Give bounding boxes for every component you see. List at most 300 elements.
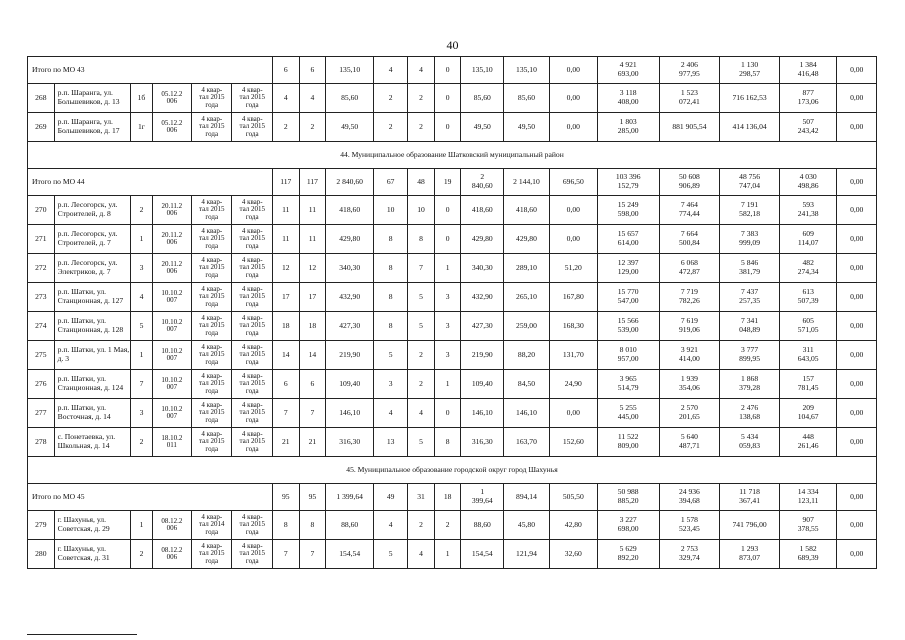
table-cell: 4 квар- тал 2015 года	[232, 428, 272, 457]
subtotal-cell: 1 399,64	[326, 484, 374, 511]
table-cell: 1б	[131, 84, 152, 113]
table-row	[28, 370, 877, 399]
table-cell: 907 378,55	[779, 511, 837, 540]
table-cell: 0,00	[837, 428, 877, 457]
subtotal-row	[28, 484, 877, 511]
table-cell: 1	[434, 370, 461, 399]
table-cell: 1	[131, 341, 152, 370]
table-cell: 418,60	[461, 196, 504, 225]
table-cell: 8 010 957,00	[597, 341, 659, 370]
table-cell: 3 227 698,00	[597, 511, 659, 540]
table-cell: 4 квар- тал 2015 года	[192, 113, 232, 142]
subtotal-cell: 135,10	[461, 57, 504, 84]
table-cell: 2	[408, 113, 435, 142]
table-cell: 259,00	[504, 312, 550, 341]
table-cell: 11	[272, 225, 299, 254]
table-cell: 49,50	[504, 113, 550, 142]
table-cell: 316,30	[326, 428, 374, 457]
table-cell: 289,10	[504, 254, 550, 283]
table-cell: 2	[131, 196, 152, 225]
table-cell: 163,70	[504, 428, 550, 457]
table-cell: 85,60	[326, 84, 374, 113]
table-cell: 109,40	[326, 370, 374, 399]
table-cell: 10.10.2 007	[152, 283, 191, 312]
subtotal-cell: 48 756 747,04	[720, 169, 780, 196]
table-cell: 877 173,06	[779, 84, 837, 113]
address-cell: р.п. Лесогорск, ул. Электриков, д. 7	[54, 254, 131, 283]
table-cell: 1 293 873,07	[720, 540, 780, 569]
subtotal-cell: 49	[374, 484, 408, 511]
address-cell: г. Шахунья, ул. Советская, д. 31	[54, 540, 131, 569]
table-cell: 84,50	[504, 370, 550, 399]
table-cell: 275	[28, 341, 55, 370]
table-cell: 0,00	[549, 225, 597, 254]
table-cell: 5	[408, 312, 435, 341]
table-cell: 429,80	[504, 225, 550, 254]
table-cell: 152,60	[549, 428, 597, 457]
table-cell: 1	[131, 511, 152, 540]
table-cell: 311 643,05	[779, 341, 837, 370]
section-header-row	[28, 142, 877, 169]
subtotal-label: Итого по МО 45	[28, 484, 273, 511]
table-cell: 146,10	[504, 399, 550, 428]
subtotal-cell: 11 718 367,41	[720, 484, 780, 511]
address-cell: р.п. Шаранга, ул. Большевиков, д. 13	[54, 84, 131, 113]
table-cell: 271	[28, 225, 55, 254]
table-cell: 219,90	[461, 341, 504, 370]
table-cell: 2 753 329,74	[659, 540, 720, 569]
table-cell: 4 квар- тал 2015 года	[232, 84, 272, 113]
table-row	[28, 312, 877, 341]
table-cell: 0,00	[837, 341, 877, 370]
table-cell: 10.10.2 007	[152, 370, 191, 399]
section-title: 45. Муниципальное образование городской округ город Шахунья	[28, 457, 877, 484]
subtotal-cell: 117	[272, 169, 299, 196]
table-cell: 3 965 514,79	[597, 370, 659, 399]
table-cell: 146,10	[461, 399, 504, 428]
table-cell: 0	[434, 113, 461, 142]
table-cell: 4	[374, 511, 408, 540]
subtotal-row	[28, 169, 877, 196]
table-cell: 4 квар- тал 2015 года	[232, 254, 272, 283]
subtotal-label: Итого по МО 44	[28, 169, 273, 196]
table-cell: 482 274,34	[779, 254, 837, 283]
table-cell: 3	[131, 399, 152, 428]
subtotal-cell: 2 406 977,95	[659, 57, 720, 84]
table-cell: 418,60	[504, 196, 550, 225]
table-cell: 3 777 899,95	[720, 341, 780, 370]
table-cell: 3	[131, 254, 152, 283]
subtotal-cell: 0,00	[837, 484, 877, 511]
table-cell: 7	[272, 399, 299, 428]
table-cell: 4 квар- тал 2015 года	[232, 196, 272, 225]
table-cell: 340,30	[326, 254, 374, 283]
subtotal-cell: 2 840,60	[326, 169, 374, 196]
table-cell: 274	[28, 312, 55, 341]
table-cell: 8	[408, 225, 435, 254]
table-cell: 4 квар- тал 2015 года	[192, 84, 232, 113]
table-cell: 15 657 614,00	[597, 225, 659, 254]
table-cell: 8	[272, 511, 299, 540]
table-cell: 3	[434, 341, 461, 370]
table-cell: 3	[434, 283, 461, 312]
table-cell: 20.11.2 006	[152, 254, 191, 283]
table-cell: 4 квар- тал 2015 года	[232, 312, 272, 341]
table-cell: 0	[434, 84, 461, 113]
table-cell: 2	[434, 511, 461, 540]
table-cell: 448 261,46	[779, 428, 837, 457]
table-cell: 6	[299, 370, 326, 399]
table-cell: 5 255 445,00	[597, 399, 659, 428]
table-cell: 17	[299, 283, 326, 312]
table-cell: 5	[374, 540, 408, 569]
table-row	[28, 511, 877, 540]
table-cell: 270	[28, 196, 55, 225]
subtotal-cell: 24 936 394,68	[659, 484, 720, 511]
table-cell: 21	[272, 428, 299, 457]
table-cell: 10.10.2 007	[152, 341, 191, 370]
subtotal-cell: 103 396 152,79	[597, 169, 659, 196]
table-cell: 5	[408, 283, 435, 312]
table-cell: 17	[272, 283, 299, 312]
table-cell: 11 522 809,00	[597, 428, 659, 457]
table-cell: 4	[299, 84, 326, 113]
table-cell: 12 397 129,00	[597, 254, 659, 283]
subtotal-cell: 31	[408, 484, 435, 511]
table-cell: 3 921 414,00	[659, 341, 720, 370]
table-cell: 593 241,38	[779, 196, 837, 225]
table-cell: 4	[131, 283, 152, 312]
subtotal-cell: 135,10	[504, 57, 550, 84]
address-cell: р.п. Лесогорск, ул. Строителей, д. 8	[54, 196, 131, 225]
table-cell: 0	[434, 225, 461, 254]
subtotal-cell: 1 384 416,48	[779, 57, 837, 84]
table-cell: 7 437 257,35	[720, 283, 780, 312]
table-cell: 7 464 774,44	[659, 196, 720, 225]
address-cell: р.п. Шатки, ул. Станционная, д. 124	[54, 370, 131, 399]
table-cell: 109,40	[461, 370, 504, 399]
table-cell: 427,30	[461, 312, 504, 341]
table-cell: 1	[434, 540, 461, 569]
table-row	[28, 254, 877, 283]
table-cell: 2 570 201,65	[659, 399, 720, 428]
table-cell: 15 566 539,00	[597, 312, 659, 341]
table-cell: 269	[28, 113, 55, 142]
table-cell: 4 квар- тал 2015 года	[192, 254, 232, 283]
table-cell: 8	[374, 254, 408, 283]
table-cell: 414 136,04	[720, 113, 780, 142]
address-cell: р.п. Шатки, ул. 1 Мая, д. 3	[54, 341, 131, 370]
table-cell: 1 939 354,06	[659, 370, 720, 399]
table-cell: 418,60	[326, 196, 374, 225]
table-cell: 2 476 138,68	[720, 399, 780, 428]
table-cell: 154,54	[461, 540, 504, 569]
table-cell: 0	[434, 399, 461, 428]
table-cell: 85,60	[504, 84, 550, 113]
table-cell: 2	[408, 84, 435, 113]
table-cell: 1 523 072,41	[659, 84, 720, 113]
table-cell: 4 квар- тал 2015 года	[232, 511, 272, 540]
table-cell: 15 770 547,00	[597, 283, 659, 312]
table-cell: 8	[374, 225, 408, 254]
table-cell: 10	[408, 196, 435, 225]
table-cell: 4 квар- тал 2015 года	[192, 341, 232, 370]
table-cell: 42,80	[549, 511, 597, 540]
table-cell: 4 квар- тал 2015 года	[192, 196, 232, 225]
table-row	[28, 225, 877, 254]
address-cell: р.п. Лесогорск, ул. Строителей, д. 7	[54, 225, 131, 254]
table-cell: 7 191 582,18	[720, 196, 780, 225]
table-cell: 146,10	[326, 399, 374, 428]
table-cell: 2	[408, 511, 435, 540]
address-cell: с. Понетаевка, ул. Школьная, д. 14	[54, 428, 131, 457]
subtotal-cell: 1 399,64	[461, 484, 504, 511]
table-cell: 4 квар- тал 2015 года	[232, 283, 272, 312]
subtotal-cell: 0,00	[549, 57, 597, 84]
subtotal-cell: 19	[434, 169, 461, 196]
table-cell: 88,20	[504, 341, 550, 370]
table-cell: 272	[28, 254, 55, 283]
table-cell: 4	[408, 399, 435, 428]
table-cell: 11	[299, 225, 326, 254]
table-cell: 2	[408, 341, 435, 370]
subtotal-cell: 48	[408, 169, 435, 196]
table-cell: 49,50	[461, 113, 504, 142]
address-cell: р.п. Шаранга, ул. Большевиков, д. 17	[54, 113, 131, 142]
table-cell: 5 629 892,20	[597, 540, 659, 569]
table-cell: 6	[272, 370, 299, 399]
table-cell: 1 578 523,45	[659, 511, 720, 540]
table-cell: 0,00	[549, 84, 597, 113]
subtotal-cell: 6	[299, 57, 326, 84]
table-cell: 1 803 285,00	[597, 113, 659, 142]
subtotal-cell: 1 130 298,57	[720, 57, 780, 84]
table-cell: 4 квар- тал 2015 года	[232, 225, 272, 254]
table-row	[28, 283, 877, 312]
table-cell: 0,00	[837, 370, 877, 399]
table-cell: 2	[131, 428, 152, 457]
table-cell: 85,60	[461, 84, 504, 113]
table-cell: 4 квар- тал 2014 года	[192, 511, 232, 540]
table-row	[28, 428, 877, 457]
table-cell: 8	[374, 283, 408, 312]
table-cell: 5 846 381,79	[720, 254, 780, 283]
table-cell: 24,90	[549, 370, 597, 399]
table-cell: 277	[28, 399, 55, 428]
subtotal-cell: 2 840,60	[461, 169, 504, 196]
subtotal-cell: 505,50	[549, 484, 597, 511]
table-cell: 209 104,67	[779, 399, 837, 428]
subtotal-cell: 0,00	[837, 57, 877, 84]
table-cell: 88,60	[326, 511, 374, 540]
table-row	[28, 341, 877, 370]
table-cell: 219,90	[326, 341, 374, 370]
subtotal-cell: 0	[434, 57, 461, 84]
table-cell: 0,00	[837, 196, 877, 225]
table-cell: 0,00	[549, 196, 597, 225]
table-cell: 1 868 379,28	[720, 370, 780, 399]
page-number: 40	[446, 38, 459, 52]
table-cell: 0,00	[837, 511, 877, 540]
table-cell: 12	[272, 254, 299, 283]
footnote-rule	[27, 634, 137, 635]
table-cell: 7 664 500,84	[659, 225, 720, 254]
subtotal-cell: 2 144,10	[504, 169, 550, 196]
subtotal-cell: 4 030 498,86	[779, 169, 837, 196]
table-cell: 10.10.2 007	[152, 399, 191, 428]
table-cell: 7 719 782,26	[659, 283, 720, 312]
table-row	[28, 113, 877, 142]
table-cell: 5 434 059,83	[720, 428, 780, 457]
table-cell: 2	[408, 370, 435, 399]
subtotal-label: Итого по МО 43	[28, 57, 273, 84]
table-cell: 4 квар- тал 2015 года	[232, 540, 272, 569]
table-cell: 1г	[131, 113, 152, 142]
table-cell: 609 114,07	[779, 225, 837, 254]
table-cell: 0,00	[837, 540, 877, 569]
subtotal-cell: 50 988 885,20	[597, 484, 659, 511]
table-cell: 13	[374, 428, 408, 457]
table-cell: 2	[299, 113, 326, 142]
table-cell: 18	[299, 312, 326, 341]
table-cell: 05.12.2 006	[152, 84, 191, 113]
address-cell: р.п. Шатки, ул. Станционная, д. 127	[54, 283, 131, 312]
table-cell: 7 619 919,06	[659, 312, 720, 341]
table-cell: 2	[131, 540, 152, 569]
table-cell: 05.12.2 006	[152, 113, 191, 142]
subtotal-cell: 95	[299, 484, 326, 511]
table-cell: 4 квар- тал 2015 года	[232, 399, 272, 428]
section-header-row	[28, 457, 877, 484]
table-cell: 4 квар- тал 2015 года	[192, 312, 232, 341]
subtotal-cell: 14 334 123,11	[779, 484, 837, 511]
table-cell: 0,00	[837, 312, 877, 341]
table-cell: 08.12.2 006	[152, 511, 191, 540]
table-cell: 7	[299, 399, 326, 428]
table-cell: 278	[28, 428, 55, 457]
table-cell: 340,30	[461, 254, 504, 283]
table-cell: 20.11.2 006	[152, 196, 191, 225]
table-cell: 14	[272, 341, 299, 370]
table-cell: 276	[28, 370, 55, 399]
table-cell: 18	[272, 312, 299, 341]
table-cell: 2	[374, 84, 408, 113]
table-cell: 741 796,00	[720, 511, 780, 540]
table-cell: 167,80	[549, 283, 597, 312]
subtotal-cell: 67	[374, 169, 408, 196]
table-cell: 4 квар- тал 2015 года	[232, 113, 272, 142]
subtotal-cell: 50 608 906,89	[659, 169, 720, 196]
table-cell: 605 571,05	[779, 312, 837, 341]
table-cell: 32,60	[549, 540, 597, 569]
table-cell: 7 383 999,09	[720, 225, 780, 254]
table-cell: 4	[272, 84, 299, 113]
table-cell: 7	[131, 370, 152, 399]
table-cell: 0,00	[837, 113, 877, 142]
table-cell: 8	[299, 511, 326, 540]
table-cell: 429,80	[461, 225, 504, 254]
subtotal-row	[28, 57, 877, 84]
subtotal-cell: 135,10	[326, 57, 374, 84]
table-cell: 716 162,53	[720, 84, 780, 113]
table-cell: 273	[28, 283, 55, 312]
table-cell: 0,00	[837, 254, 877, 283]
table-cell: 8	[434, 428, 461, 457]
table-cell: 0,00	[837, 399, 877, 428]
table-cell: 4 квар- тал 2015 года	[192, 540, 232, 569]
table-cell: 7	[299, 540, 326, 569]
address-cell: р.п. Шатки, ул. Восточная, д. 14	[54, 399, 131, 428]
table-cell: 0,00	[837, 84, 877, 113]
table-cell: 10	[374, 196, 408, 225]
housing-table	[27, 56, 877, 569]
table-cell: 4	[374, 399, 408, 428]
table-cell: 0,00	[837, 283, 877, 312]
table-cell: 08.12.2 006	[152, 540, 191, 569]
table-cell: 4	[408, 540, 435, 569]
table-cell: 3	[434, 312, 461, 341]
subtotal-cell: 6	[272, 57, 299, 84]
table-cell: 0,00	[837, 225, 877, 254]
table-cell: 432,90	[461, 283, 504, 312]
table-cell: 3 118 408,00	[597, 84, 659, 113]
table-cell: 4 квар- тал 2015 года	[192, 225, 232, 254]
address-cell: г. Шахунья, ул. Советская, д. 29	[54, 511, 131, 540]
table-cell: 0,00	[549, 399, 597, 428]
table-cell: 279	[28, 511, 55, 540]
table-row	[28, 196, 877, 225]
table-cell: 5	[374, 341, 408, 370]
table-cell: 507 243,42	[779, 113, 837, 142]
subtotal-cell: 4	[374, 57, 408, 84]
table-cell: 8	[374, 312, 408, 341]
table-cell: 3	[374, 370, 408, 399]
table-cell: 168,30	[549, 312, 597, 341]
table-cell: 5 640 487,71	[659, 428, 720, 457]
table-cell: 154,54	[326, 540, 374, 569]
table-cell: 613 507,39	[779, 283, 837, 312]
address-cell: р.п. Шатки, ул. Станционная, д. 128	[54, 312, 131, 341]
table-row	[28, 399, 877, 428]
table-cell: 1 582 689,39	[779, 540, 837, 569]
table-cell: 18.10.2 011	[152, 428, 191, 457]
table-cell: 265,10	[504, 283, 550, 312]
table-cell: 21	[299, 428, 326, 457]
table-cell: 432,90	[326, 283, 374, 312]
table-row	[28, 540, 877, 569]
table-cell: 1	[131, 225, 152, 254]
table-cell: 14	[299, 341, 326, 370]
table-cell: 20.11.2 006	[152, 225, 191, 254]
table-cell: 5	[408, 428, 435, 457]
table-cell: 4 квар- тал 2015 года	[192, 399, 232, 428]
table-cell: 10.10.2 007	[152, 312, 191, 341]
table-cell: 4 квар- тал 2015 года	[192, 370, 232, 399]
table-cell: 15 249 598,00	[597, 196, 659, 225]
table-cell: 121,94	[504, 540, 550, 569]
table-cell: 5	[131, 312, 152, 341]
table-cell: 2	[374, 113, 408, 142]
subtotal-cell: 4 921 693,00	[597, 57, 659, 84]
table-cell: 0,00	[549, 113, 597, 142]
table-cell: 2	[272, 113, 299, 142]
table-cell: 1	[434, 254, 461, 283]
subtotal-cell: 696,50	[549, 169, 597, 196]
subtotal-cell: 18	[434, 484, 461, 511]
table-cell: 11	[272, 196, 299, 225]
table-cell: 157 781,45	[779, 370, 837, 399]
table-cell: 427,30	[326, 312, 374, 341]
